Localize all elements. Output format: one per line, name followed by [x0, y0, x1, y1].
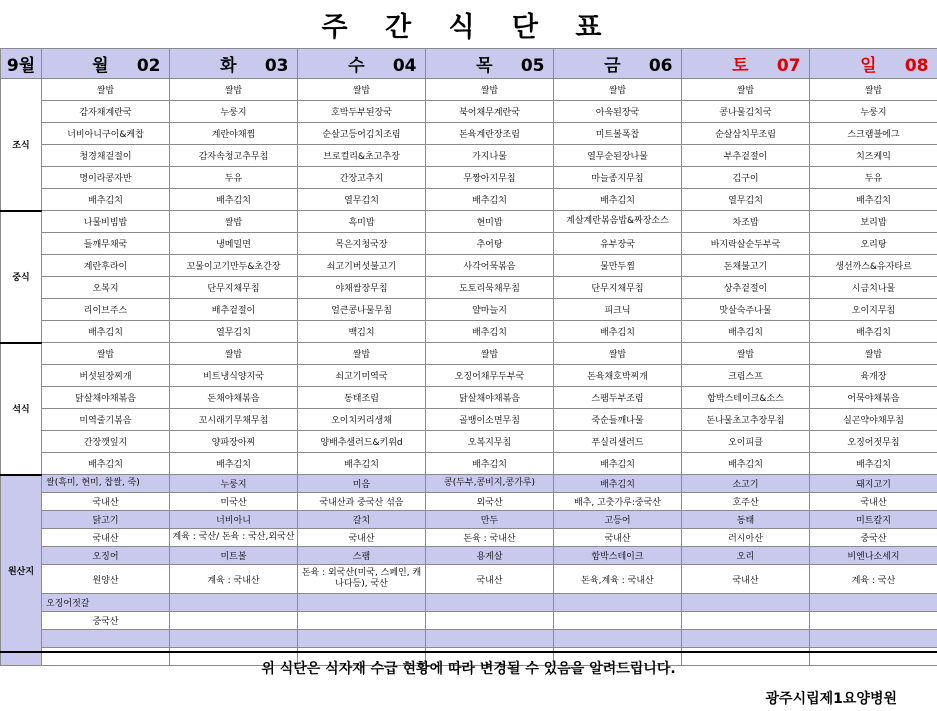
origin-cell: 외국산	[426, 493, 554, 511]
menu-cell: 계란후라이	[42, 255, 170, 277]
origin-cell: 오리	[682, 547, 810, 565]
menu-cell: 배추김치	[42, 453, 170, 475]
menu-cell: 배추김치	[42, 321, 170, 343]
origin-cell: 만두	[426, 511, 554, 529]
menu-cell: 감자채계란국	[42, 101, 170, 123]
day-name: 수	[348, 56, 365, 76]
menu-cell: 차조밥	[682, 211, 810, 233]
origin-cell	[298, 594, 426, 612]
menu-cell: 누룽지	[170, 101, 298, 123]
menu-cell: 배추김치	[810, 453, 937, 475]
month-cell: 9월	[1, 49, 42, 79]
menu-cell: 오징어젓무침	[810, 431, 937, 453]
origin-cell: 동태	[682, 511, 810, 529]
origin-cell	[170, 630, 298, 648]
origin-cell: 호주산	[682, 493, 810, 511]
meal-row	[1, 321, 937, 343]
origin-cell	[810, 594, 937, 612]
menu-cell: 배추김치	[426, 453, 554, 475]
menu-cell: 배추김치	[426, 321, 554, 343]
menu-cell: 쌀밥	[554, 79, 682, 101]
origin-cell: 계육 : 국내산	[170, 565, 298, 594]
menu-cell: 비트냉식양지국	[170, 365, 298, 387]
origin-cell	[682, 612, 810, 630]
menu-cell: 들깨무채국	[42, 233, 170, 255]
origin-cell: 국내산	[682, 565, 810, 594]
origin-cell	[170, 594, 298, 612]
day-name: 일	[860, 56, 877, 76]
menu-cell: 오리탕	[810, 233, 937, 255]
origin-cell	[554, 594, 682, 612]
menu-cell: 도토리묵채무침	[426, 277, 554, 299]
menu-cell: 현미밥	[426, 211, 554, 233]
origin-cell: 국내산	[426, 565, 554, 594]
menu-cell: 푸실리샐러드	[554, 431, 682, 453]
menu-cell: 실곤약야채무침	[810, 409, 937, 431]
origin-cell: 미국산	[170, 493, 298, 511]
origin-cell: 오징어젓갈	[42, 594, 170, 612]
menu-cell: 열무김치	[682, 189, 810, 211]
day-number: 05	[520, 56, 545, 76]
menu-cell: 배추김치	[810, 189, 937, 211]
menu-cell: 배추김치	[170, 189, 298, 211]
origin-cell: 국내산	[298, 529, 426, 547]
menu-cell: 쇠고기버섯불고기	[298, 255, 426, 277]
menu-cell: 오복지무침	[426, 431, 554, 453]
origin-cell: 닭고기	[42, 511, 170, 529]
origin-cell	[42, 630, 170, 648]
day-number: 07	[776, 56, 801, 76]
menu-cell: 배추김치	[682, 453, 810, 475]
menu-cell: 오복지	[42, 277, 170, 299]
origin-cell: 러시아산	[682, 529, 810, 547]
menu-cell: 돈나물초고추장무침	[682, 409, 810, 431]
origin-cell: 배추, 고춧가루:중국산	[554, 493, 682, 511]
menu-cell: 쌀밥	[170, 79, 298, 101]
day-name: 토	[732, 56, 749, 76]
origin-cell	[426, 630, 554, 648]
menu-cell: 김구이	[682, 167, 810, 189]
menu-cell: 쌀밥	[298, 79, 426, 101]
origin-cell: 국내산	[810, 493, 937, 511]
menu-cell: 간장깻잎지	[42, 431, 170, 453]
menu-cell: 명이라콩자반	[42, 167, 170, 189]
page-title: 주 간 식 단 표	[321, 11, 616, 43]
origin-country-row	[1, 493, 937, 511]
menu-cell: 양파장아찌	[170, 431, 298, 453]
menu-cell: 청경채겉절이	[42, 145, 170, 167]
menu-cell: 쌀밥	[426, 343, 554, 365]
menu-cell: 생선까스&유자타르	[810, 255, 937, 277]
origin-cell	[426, 594, 554, 612]
day-header-3	[426, 49, 554, 79]
origin-cell: 국내산	[42, 493, 170, 511]
menu-cell: 브로컬리&초고추장	[298, 145, 426, 167]
menu-cell: 피크닉	[554, 299, 682, 321]
meal-row	[1, 101, 937, 123]
menu-cell: 두유	[810, 167, 937, 189]
menu-cell: 꼬물이고기만두&초간장	[170, 255, 298, 277]
menu-cell: 육개장	[810, 365, 937, 387]
menu-cell: 북어채무계란국	[426, 101, 554, 123]
menu-cell: 치즈케익	[810, 145, 937, 167]
menu-cell: 쌀밥	[426, 79, 554, 101]
origin-cell	[298, 612, 426, 630]
menu-cell: 가지나물	[426, 145, 554, 167]
origin-cell	[810, 630, 937, 648]
menu-cell: 열무순된장나물	[554, 145, 682, 167]
origin-cell: 비엔나소세지	[810, 547, 937, 565]
menu-cell: 미트볼폭찹	[554, 123, 682, 145]
menu-cell: 마늘종지무침	[554, 167, 682, 189]
meal-row	[1, 387, 937, 409]
origin-cell: 고등어	[554, 511, 682, 529]
menu-cell: 죽순들깨나물	[554, 409, 682, 431]
menu-cell: 오이피클	[682, 431, 810, 453]
menu-cell: 스크램블에그	[810, 123, 937, 145]
menu-cell: 추어탕	[426, 233, 554, 255]
origin-cell	[554, 612, 682, 630]
menu-cell: 시금치나물	[810, 277, 937, 299]
origin-cell: 소고기	[682, 475, 810, 493]
menu-cell: 보리밥	[810, 211, 937, 233]
menu-cell: 간장고추지	[298, 167, 426, 189]
meal-row	[1, 299, 937, 321]
menu-cell: 상추겉절이	[682, 277, 810, 299]
origin-cell	[554, 630, 682, 648]
origin-cell: 국내산	[42, 529, 170, 547]
day-header-2	[298, 49, 426, 79]
menu-cell: 오이지무침	[810, 299, 937, 321]
menu-cell: 동태조림	[298, 387, 426, 409]
menu-cell: 쌀밥	[810, 343, 937, 365]
origin-country-row	[1, 612, 937, 630]
menu-cell: 아욱된장국	[554, 101, 682, 123]
menu-cell: 콩나물김치국	[682, 101, 810, 123]
menu-cell: 배추김치	[42, 189, 170, 211]
origin-cell: 돈육 : 국내산	[426, 529, 554, 547]
menu-cell: 닭살채야채볶음	[42, 387, 170, 409]
meal-label: 석식	[1, 343, 42, 475]
origin-cell: 함박스테이크	[554, 547, 682, 565]
menu-cell: 야채쌈장무침	[298, 277, 426, 299]
weekly-menu-table	[0, 48, 937, 666]
menu-cell: 두유	[170, 167, 298, 189]
menu-cell: 너비아니구이&케찹	[42, 123, 170, 145]
menu-cell: 호박두부된장국	[298, 101, 426, 123]
day-header-6	[810, 49, 937, 79]
menu-cell: 단무지채무침	[170, 277, 298, 299]
menu-cell: 부추겉절이	[682, 145, 810, 167]
menu-cell: 스팸두부조림	[554, 387, 682, 409]
origin-cell: 쌀(흑미, 현미, 찹쌀, 죽)	[42, 475, 170, 493]
origin-cell	[682, 630, 810, 648]
menu-cell: 얼큰콩나물무침	[298, 299, 426, 321]
origin-cell: 중국산	[810, 529, 937, 547]
meal-row	[1, 255, 937, 277]
origin-cell: 원양산	[42, 565, 170, 594]
origin-cell: 미음	[298, 475, 426, 493]
origin-country-row	[1, 529, 937, 547]
menu-cell: 순살고등어김치조림	[298, 123, 426, 145]
menu-cell: 계살계란볶음밥&짜장소스	[554, 211, 682, 233]
menu-cell: 단무지채무침	[554, 277, 682, 299]
meal-row	[1, 409, 937, 431]
menu-cell: 배추김치	[554, 189, 682, 211]
origin-cell: 오징어	[42, 547, 170, 565]
menu-cell: 리이브주스	[42, 299, 170, 321]
menu-cell: 돈육계란장조림	[426, 123, 554, 145]
origin-cell: 중국산	[42, 612, 170, 630]
origin-cell	[682, 594, 810, 612]
meal-label: 중식	[1, 211, 42, 343]
day-name: 금	[604, 56, 621, 76]
menu-cell: 냉메밀면	[170, 233, 298, 255]
menu-cell: 쌀밥	[42, 343, 170, 365]
menu-cell: 유부장국	[554, 233, 682, 255]
day-header-1	[170, 49, 298, 79]
origin-cell: 돈육 : 외국산(미국, 스페인, 캐나다등), 국산	[298, 565, 426, 594]
meal-row	[1, 233, 937, 255]
meal-row	[1, 79, 937, 101]
origin-cell	[170, 612, 298, 630]
meal-row	[1, 211, 937, 233]
menu-cell: 무짱아지무침	[426, 167, 554, 189]
origin-label: 원산지	[1, 475, 42, 666]
menu-cell: 미역줄기볶음	[42, 409, 170, 431]
origin-cell: 계육 : 국산	[810, 565, 937, 594]
menu-cell: 함박스테이크&소스	[682, 387, 810, 409]
menu-cell: 누룽지	[810, 101, 937, 123]
day-name: 목	[476, 56, 493, 76]
day-header-0	[42, 49, 170, 79]
hospital-name: 광주시립제1요양병원	[765, 691, 897, 707]
menu-cell: 돈채불고기	[682, 255, 810, 277]
day-header-5	[682, 49, 810, 79]
meal-row	[1, 365, 937, 387]
menu-cell: 배추김치	[426, 189, 554, 211]
day-number: 02	[136, 56, 161, 76]
menu-cell: 어묵야채볶음	[810, 387, 937, 409]
menu-cell: 백김치	[298, 321, 426, 343]
origin-cell: 국내산	[554, 529, 682, 547]
menu-cell: 사각어묵볶음	[426, 255, 554, 277]
day-number: 04	[392, 56, 417, 76]
menu-cell: 계란야채찜	[170, 123, 298, 145]
origin-cell: 누룽지	[170, 475, 298, 493]
meal-row	[1, 431, 937, 453]
header-row	[1, 49, 937, 79]
menu-cell: 순살삼치무조림	[682, 123, 810, 145]
origin-item-row	[1, 475, 937, 493]
menu-cell: 쌀밥	[170, 211, 298, 233]
origin-item-row	[1, 511, 937, 529]
menu-cell: 열무김치	[170, 321, 298, 343]
menu-cell: 배추김치	[170, 453, 298, 475]
origin-cell: 돼지고기	[810, 475, 937, 493]
origin-cell	[298, 630, 426, 648]
origin-cell	[426, 612, 554, 630]
origin-cell: 미트볼	[170, 547, 298, 565]
menu-cell: 골뱅이소면무침	[426, 409, 554, 431]
origin-country-row	[1, 565, 937, 594]
menu-cell: 쌀밥	[682, 79, 810, 101]
menu-cell: 배추겉절이	[170, 299, 298, 321]
menu-cell: 쇠고기미역국	[298, 365, 426, 387]
menu-cell: 바지락살순두부국	[682, 233, 810, 255]
day-number: 06	[648, 56, 673, 76]
menu-cell: 쌀밥	[810, 79, 937, 101]
menu-cell: 오이치커리생채	[298, 409, 426, 431]
origin-cell: 계육 : 국산/ 돈육 : 국산,외국산	[170, 529, 298, 547]
menu-cell: 닭살채야채볶음	[426, 387, 554, 409]
menu-cell: 돈육채호박찌개	[554, 365, 682, 387]
menu-cell: 배추김치	[682, 321, 810, 343]
origin-item-row	[1, 547, 937, 565]
menu-cell: 얄마늘지	[426, 299, 554, 321]
menu-cell: 배추김치	[554, 453, 682, 475]
menu-cell: 쌀밥	[170, 343, 298, 365]
day-name: 화	[220, 56, 237, 76]
menu-cell: 양배추샐러드&키위d	[298, 431, 426, 453]
menu-cell: 쌀밥	[42, 79, 170, 101]
meal-row	[1, 277, 937, 299]
day-number: 03	[264, 56, 289, 76]
menu-cell: 크림스프	[682, 365, 810, 387]
day-header-4	[554, 49, 682, 79]
menu-cell: 흑미밥	[298, 211, 426, 233]
menu-cell: 꼬시래기무채무침	[170, 409, 298, 431]
menu-cell: 물만두찜	[554, 255, 682, 277]
menu-cell: 목은지청국장	[298, 233, 426, 255]
origin-cell: 너비아니	[170, 511, 298, 529]
menu-cell: 맛살숙주나물	[682, 299, 810, 321]
origin-cell: 콩(두부,콩비지,콩가루)	[426, 475, 554, 493]
origin-item-row	[1, 594, 937, 612]
menu-cell: 나물비빔밥	[42, 211, 170, 233]
meal-row	[1, 145, 937, 167]
menu-cell: 버섯된장찌개	[42, 365, 170, 387]
meal-row	[1, 189, 937, 211]
menu-cell: 쌀밥	[554, 343, 682, 365]
day-name: 월	[92, 56, 109, 76]
origin-cell: 돈육,계육 : 국내산	[554, 565, 682, 594]
day-number: 08	[904, 56, 929, 76]
menu-cell: 배추김치	[810, 321, 937, 343]
origin-cell: 스팸	[298, 547, 426, 565]
origin-cell: 갈치	[298, 511, 426, 529]
origin-item-row	[1, 630, 937, 648]
menu-cell: 배추김치	[554, 321, 682, 343]
origin-cell: 미트칼지	[810, 511, 937, 529]
menu-cell: 쌀밥	[682, 343, 810, 365]
notice-text: 위 식단은 식자재 수급 현황에 따라 변경될 수 있음을 알려드립니다.	[261, 661, 676, 677]
menu-cell: 돈채야채볶음	[170, 387, 298, 409]
menu-cell: 오징어채무두부국	[426, 365, 554, 387]
meal-row	[1, 123, 937, 145]
origin-cell	[810, 612, 937, 630]
origin-cell: 국내산과 중국산 섞음	[298, 493, 426, 511]
menu-cell: 쌀밥	[298, 343, 426, 365]
origin-cell: 용게살	[426, 547, 554, 565]
menu-cell: 열무김치	[298, 189, 426, 211]
origin-cell: 배추김치	[554, 475, 682, 493]
meal-row	[1, 167, 937, 189]
meal-row	[1, 343, 937, 365]
menu-cell: 감자속청고추무침	[170, 145, 298, 167]
meal-label: 조식	[1, 79, 42, 211]
menu-cell: 배추김치	[298, 453, 426, 475]
meal-row	[1, 453, 937, 475]
